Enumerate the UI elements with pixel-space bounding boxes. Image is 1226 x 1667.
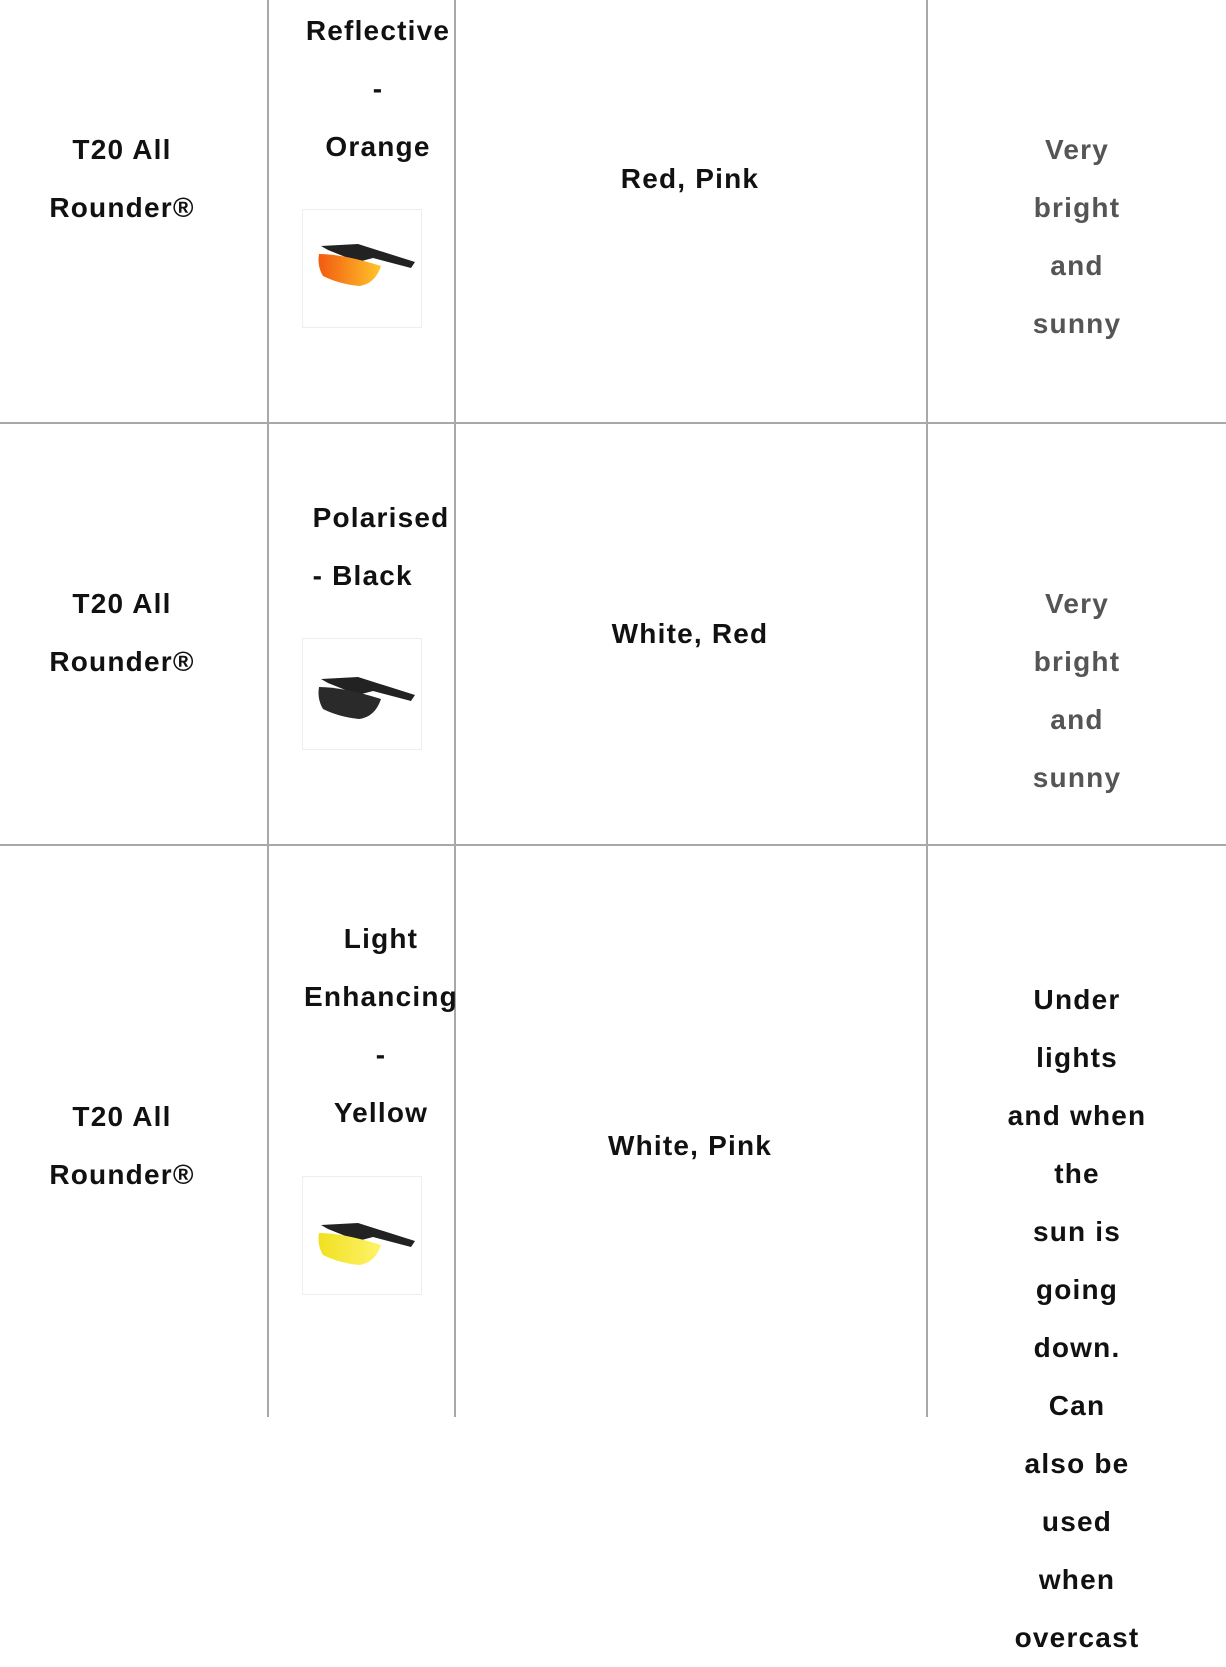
- sunglasses-image: [302, 209, 422, 328]
- conditions: Very bright and sunny: [1032, 588, 1122, 793]
- conditions: Very bright and sunny: [1032, 134, 1122, 339]
- frame-colours: Red, Pink: [620, 163, 760, 194]
- conditions: Under lights and when the sun is going down. Can also be used when overcast: [1007, 984, 1147, 1653]
- sunglasses-image: [302, 1176, 422, 1295]
- column-divider: [926, 0, 928, 1417]
- frame-colours: White, Pink: [607, 1130, 773, 1161]
- column-divider: [267, 0, 269, 1417]
- model-name: T20 All Rounder®: [49, 588, 195, 677]
- lens-type: Polarised - Black: [312, 502, 450, 591]
- row-divider: [0, 844, 1226, 846]
- sunglasses-image: [302, 638, 422, 750]
- lens-type: Light Enhancing - Yellow: [304, 923, 458, 1128]
- lens-type: Reflective - Orange: [305, 15, 451, 162]
- column-divider: [454, 0, 456, 1417]
- model-name: T20 All Rounder®: [49, 134, 195, 223]
- row-divider: [0, 422, 1226, 424]
- model-name: T20 All Rounder®: [49, 1101, 195, 1190]
- frame-colours: White, Red: [611, 618, 769, 649]
